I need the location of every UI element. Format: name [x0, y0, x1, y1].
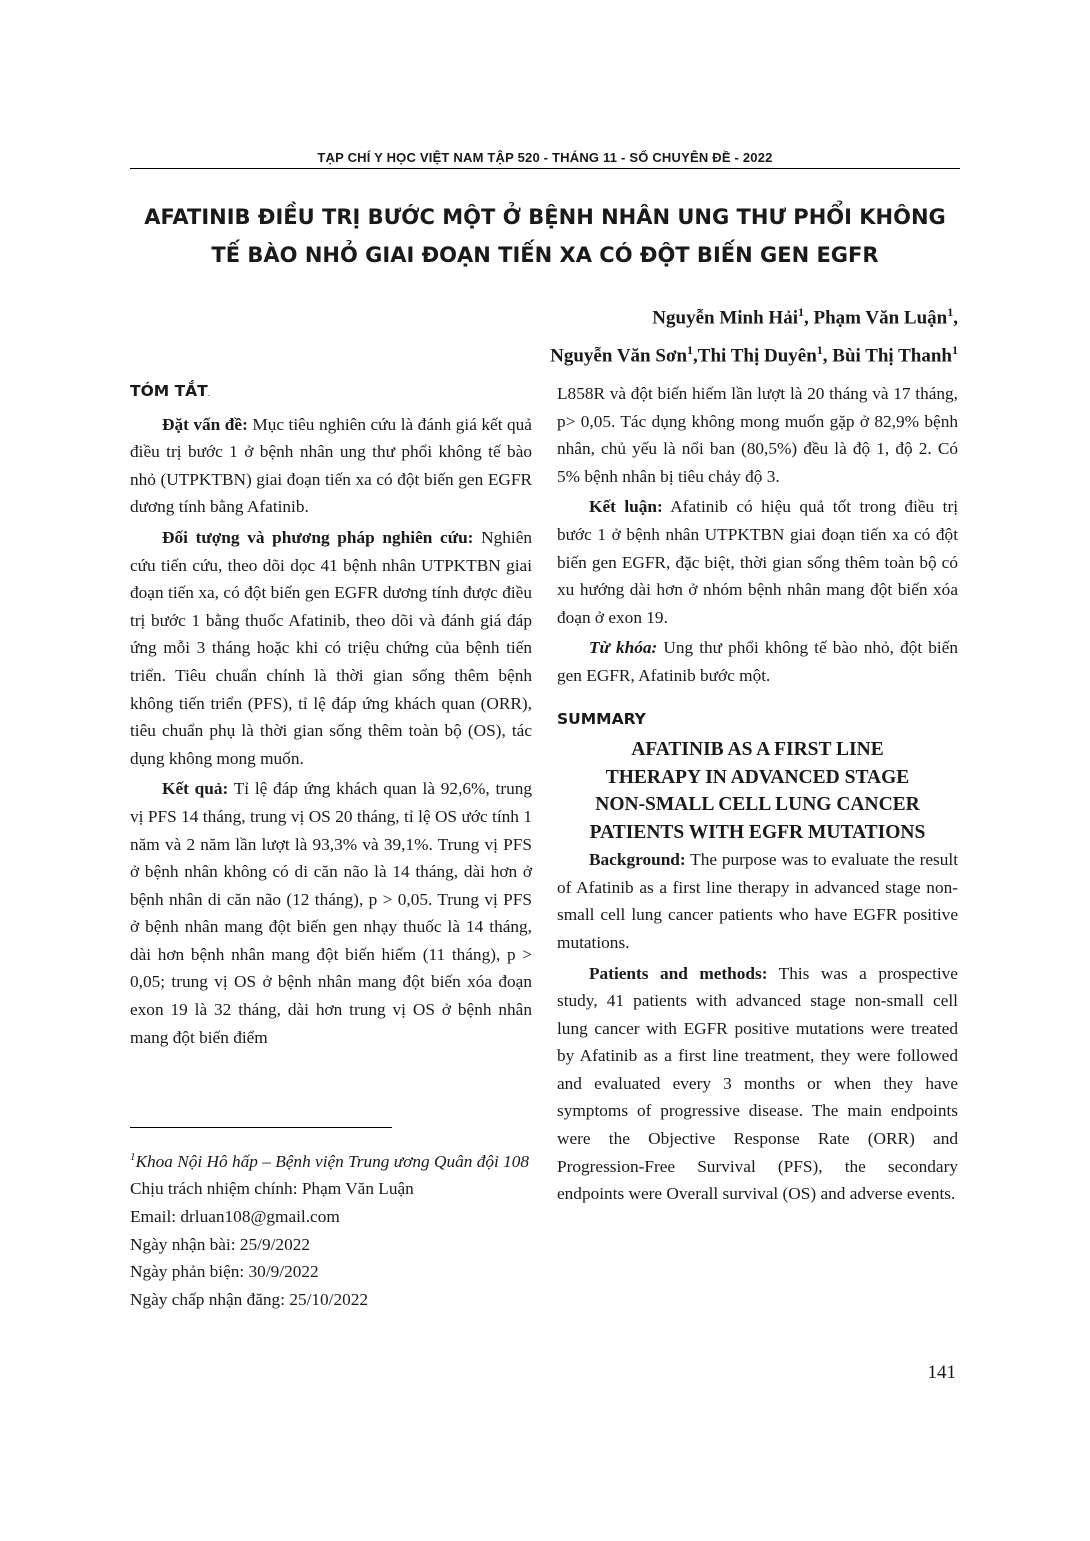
en-article-title: [557, 736, 958, 846]
en-title-line: THERAPY IN ADVANCED STAGE: [605, 766, 910, 788]
right-column: [557, 380, 958, 1211]
author-name: Phạm Văn Luận: [813, 307, 948, 329]
affiliation-mark: 1: [797, 305, 804, 319]
page-number: 141: [927, 1362, 956, 1383]
author-list: [550, 296, 958, 373]
author-name: Nguyễn Văn Sơn: [550, 345, 688, 367]
paragraph-label: Background:: [589, 850, 686, 870]
en-title-line: PATIENTS WITH EGFR MUTATIONS: [589, 821, 926, 843]
responsible-author: Chịu trách nhiệm chính: Phạm Văn Luận: [130, 1179, 414, 1199]
affiliation-mark: 1: [816, 343, 823, 358]
review-date: Ngày phản biện: 30/9/2022: [130, 1262, 319, 1282]
affiliation-mark: 1: [947, 305, 954, 319]
en-methods-paragraph: [557, 960, 958, 1208]
affiliation-note: [130, 1144, 532, 1175]
paragraph-text: Afatinib có hiệu quả tốt trong điều trị bước 1 ở bệnh nhân UTPKTBN giai đoạn tiến xa có đột biến gen EGFR, đặc biệt, thời gian sống thêm toàn bộ có xu hướng dài hơn ở nhóm bệnh nhân mang đột biến xóa đoạn ở exon 19.: [557, 497, 959, 627]
en-summary-heading: SUMMARY: [557, 709, 646, 728]
en-background-paragraph: [557, 846, 958, 956]
author-name: Thi Thị Duyên: [697, 345, 817, 367]
vn-abstract-heading: [130, 378, 532, 408]
title-line-2: TẾ BÀO NHỎ GIAI ĐOẠN TIẾN XA CÓ ĐỘT BIẾN GEN EGFR: [211, 243, 879, 267]
heading-dot: .: [207, 389, 211, 398]
affiliation-mark: 1: [130, 1151, 136, 1163]
footnotes: [130, 1144, 532, 1313]
affiliation-text: Khoa Nội Hô hấp – Bệnh viện Trung ương Quân đội 108: [135, 1151, 530, 1171]
header-rule: [130, 168, 960, 169]
author-line-2: Nguyễn Văn Sơn$^1$,Thi Thị Duyên$^1$, Bùi Thị Thanh$^1$: [550, 343, 958, 367]
author-line-1: Nguyễn Minh Hải$^1$, Phạm Văn Luận$^1$,: [652, 305, 958, 329]
paragraph-label: Patients and methods:: [589, 963, 768, 983]
paragraph-label: Kết luận:: [589, 497, 663, 517]
paragraph-text: This was a prospective study, 41 patients with advanced stage non-small cell lung cancer with EGFR positive mutations were treated by Afatinib as a first line treatment, they were followed and evaluated every 3 months or when they have symptoms of progressive disease. The main endpoints were the Objective Response Rate (ORR) and Progression-Free Survival (PFS), the secondary endpoints were Overall survival (OS) and adverse events.: [557, 963, 958, 1204]
author-name: Nguyễn Minh Hải: [652, 307, 798, 329]
footnote-rule: [130, 1127, 392, 1128]
vn-conclusion-paragraph: [557, 493, 958, 631]
paragraph-label: Đối tượng và phương pháp nghiên cứu:: [162, 527, 474, 547]
paragraph-text: Ung thư phổi không tế bào nhỏ, đột biến gen EGFR, Afatinib bước một.: [557, 638, 958, 685]
vn-background-paragraph: [130, 411, 532, 521]
vn-keywords-paragraph: [557, 634, 958, 689]
author-name: Bùi Thị Thanh: [832, 345, 952, 367]
vn-results-continued: L858R và đột biến hiếm lần lượt là 20 tháng và 17 tháng, p> 0,05. Tác dụng không mong muốn gặp ở 82,9% bệnh nhân, chủ yếu là nổi ban (80,5%) đều là độ 1, độ 2. Có 5% bệnh nhân bị tiêu chảy độ 3.: [557, 384, 958, 486]
journal-header: TẠP CHÍ Y HỌC VIỆT NAM TẬP 520 - THÁNG 11 - SỐ CHUYÊN ĐỀ - 2022: [317, 150, 773, 165]
accepted-date: Ngày chấp nhận đăng: 25/10/2022: [130, 1289, 369, 1309]
paragraph-label: Đặt vấn đề:: [162, 414, 248, 434]
paragraph-label: Từ khóa:: [589, 638, 658, 658]
en-title-line: AFATINIB AS A FIRST LINE: [631, 739, 884, 761]
en-title-line: NON-SMALL CELL LUNG CANCER: [595, 794, 920, 816]
paragraph-text: Tỉ lệ đáp ứng khách quan là 92,6%, trung vị PFS 14 tháng, trung vị OS 20 tháng, tỉ lệ OS ước tính 1 năm và 2 năm lần lượt là 93,3% và 39,1%. Trung vị PFS ở bệnh nhân không có di căn não là 14 tháng, dài hơn ở bệnh nhân di căn não (12 tháng), p > 0,05. Trung vị PFS ở bệnh nhân mang đột biến gen nhạy thuốc là 14 tháng, dài hơn bệnh nhân mang đột biến hiếm (11 tháng), p > 0,05; trung vị OS ở bệnh nhân mang đột biến xóa đoạn exon 19 là 32 tháng, dài hơn trung vị OS ở bệnh nhân mang đột biến điểm: [130, 779, 532, 1047]
contact-email: Email: drluan108@gmail.com: [130, 1206, 340, 1226]
vn-methods-paragraph: [130, 524, 532, 772]
left-column: [130, 372, 532, 1054]
affiliation-mark: 1: [952, 343, 958, 358]
article-title: [120, 198, 970, 274]
paragraph-label: Kết quả:: [162, 779, 229, 799]
paragraph-text: The purpose was to evaluate the result of Afatinib as a first line therapy in advanced stage non-small cell lung cancer patients who have EGFR positive mutations.: [557, 850, 958, 952]
title-line-1: AFATINIB ĐIỀU TRỊ BƯỚC MỘT Ở BỆNH NHÂN UNG THƯ PHỔI KHÔNG: [144, 205, 946, 229]
vn-results-paragraph: [130, 775, 532, 1051]
affiliation-mark: 1: [687, 343, 694, 358]
heading-text: TÓM TẮT: [130, 382, 208, 400]
paragraph-text: Mục tiêu nghiên cứu là đánh giá kết quả điều trị bước 1 ở bệnh nhân ung thư phổi không tế bào nhỏ (UTPKTBN) giai đoạn tiến xa có đột biến gen EGFR dương tính bằng Afatinib.: [130, 414, 532, 517]
paragraph-text: Nghiên cứu tiến cứu, theo dõi dọc 41 bệnh nhân UTPKTBN giai đoạn tiến xa, có đột biến gen EGFR dương tính được điều trị bước 1 bằng thuốc Afatinib, theo dõi và đánh giá đáp ứng mỗi 3 tháng hoặc khi có triệu chứng của bệnh tiến triển. Tiêu chuẩn chính là thời gian sống thêm bệnh không tiến triển (PFS), tỉ lệ đáp ứng khách quan (ORR), tiêu chuẩn phụ là thời gian sống thêm toàn bộ (OS), tác dụng không mong muốn.: [130, 527, 533, 768]
received-date: Ngày nhận bài: 25/9/2022: [130, 1234, 310, 1254]
